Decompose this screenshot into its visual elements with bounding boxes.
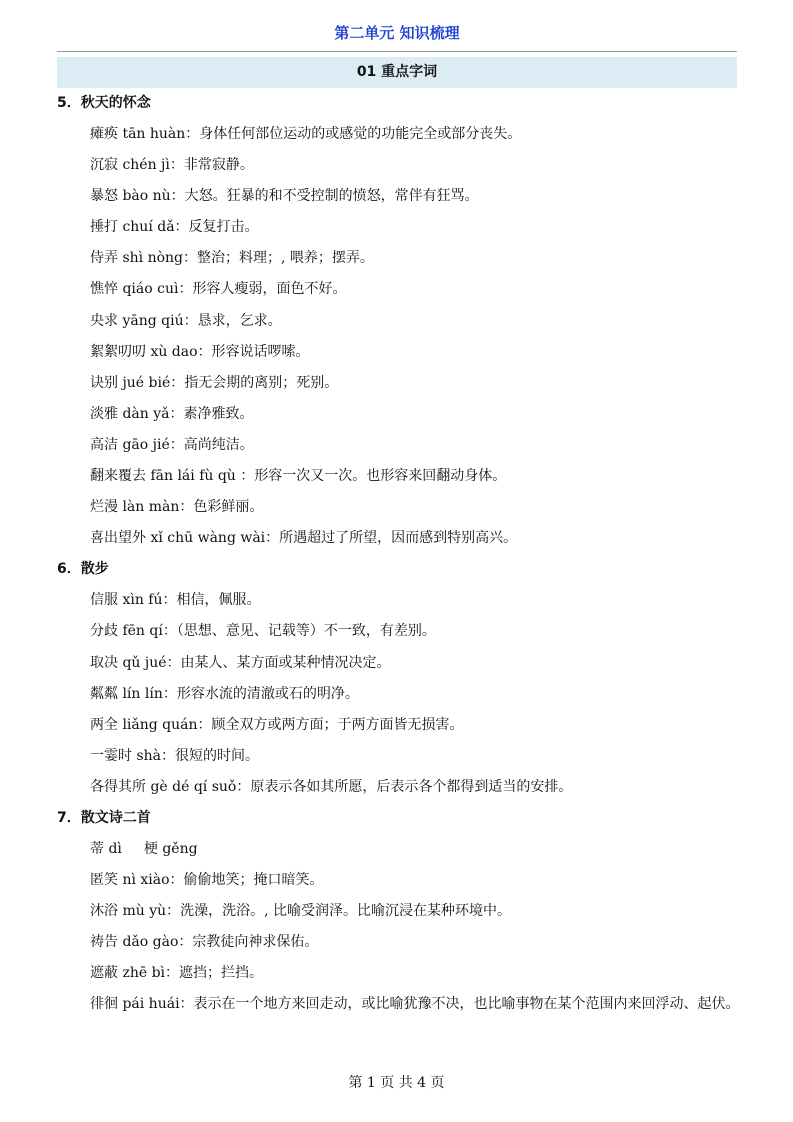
vocab-pair-entry bbox=[57, 834, 740, 865]
vocab-entry: 高洁 gāo jié：高尚纯洁。 bbox=[90, 436, 254, 453]
vocab-entry: 各得其所 gè dé qí suǒ：原表示各如其所愿，后表示各个都得到适当的安排。 bbox=[90, 778, 573, 795]
vocab-entry: 捶打 chuí dǎ：反复打击。 bbox=[90, 219, 259, 236]
vocab-word: 梗 gěng bbox=[143, 840, 198, 857]
vocab-entry: 淡雅 dàn yǎ：素净雅致。 bbox=[90, 405, 254, 422]
page-header bbox=[57, 18, 737, 52]
vocab-entry: 粼粼 lín lín：形容水流的清澈或石的明净。 bbox=[90, 685, 359, 702]
vocab-entry: 分歧 fēn qí：（思想、意见、记载等）不一致，有差别。 bbox=[90, 623, 436, 640]
vocab-entry: 祷告 dǎo gào：宗教徒向神求保佑。 bbox=[90, 934, 319, 951]
vocab-entry: 信服 xìn fú：相信，佩服。 bbox=[90, 592, 261, 609]
vocab-entry: 央求 yāng qiú：恳求，乞求。 bbox=[90, 312, 282, 329]
vocab-entry: 憔悴 qiáo cuì：形容人瘦弱，面色不好。 bbox=[90, 281, 347, 298]
page-title: 第二单元 知识梳理 bbox=[334, 24, 460, 42]
section-title-bar: 01 重点字词 bbox=[57, 57, 737, 88]
vocab-entry: 侍弄 shì nòng：整治；料理；, 喂养；摆弄。 bbox=[90, 250, 374, 267]
vocab-entry: 遮蔽 zhē bì：遮挡；拦挡。 bbox=[90, 965, 264, 982]
vocab-entry: 徘徊 pái huái：表示在一个地方来回走动，或比喻犹豫不决，也比喻事物在某个范围内来回浮动、起伏。 bbox=[90, 996, 740, 1013]
vocab-entry: 沐浴 mù yù：洗澡，洗浴。, 比喻受润泽。比喻沉浸在某种环境中。 bbox=[90, 903, 512, 920]
vocab-entry: 喜出望外 xǐ chū wàng wài：所遇超过了所望，因而感到特别高兴。 bbox=[90, 530, 518, 547]
vocab-entry: 沉寂 chén jì：非常寂静。 bbox=[90, 157, 254, 174]
vocab-word: 蒂 dì bbox=[90, 840, 122, 857]
lesson-heading: 6．散步 bbox=[57, 561, 109, 578]
lesson-heading: 7．散文诗二首 bbox=[57, 809, 151, 826]
vocab-entry: 取决 qǔ jué：由某人、某方面或某种情况决定。 bbox=[90, 654, 391, 671]
document-body bbox=[57, 88, 740, 1021]
vocab-entry: 诀别 jué bié：指无会期的离别；死别。 bbox=[90, 374, 339, 391]
vocab-entry: 暴怒 bào nù：大怒。狂暴的和不受控制的愤怒，常伴有狂骂。 bbox=[90, 188, 479, 205]
vocab-entry: 烂漫 làn màn：色彩鲜丽。 bbox=[90, 499, 264, 516]
vocab-entry: 翻来覆去 fān lái fù qù ：形容一次又一次。也形容来回翻动身体。 bbox=[90, 468, 507, 485]
vocab-entry: 两全 liǎng quán：顾全双方或两方面；于两方面皆无损害。 bbox=[90, 716, 464, 733]
vocab-entry: 匿笑 nì xiào：偷偷地笑；掩口暗笑。 bbox=[90, 872, 324, 889]
vocab-entry: 絮絮叨叨 xù dao：形容说话啰嗦。 bbox=[90, 343, 310, 360]
vocab-entry: 瘫痪 tān huàn：身体任何部位运动的或感觉的功能完全或部分丧失。 bbox=[90, 126, 522, 142]
page-footer: 第 1 页 共 4 页 bbox=[348, 1075, 445, 1091]
vocab-entry: 一霎时 shà：很短的时间。 bbox=[90, 747, 259, 764]
lesson-heading: 5．秋天的怀念 bbox=[57, 95, 151, 111]
